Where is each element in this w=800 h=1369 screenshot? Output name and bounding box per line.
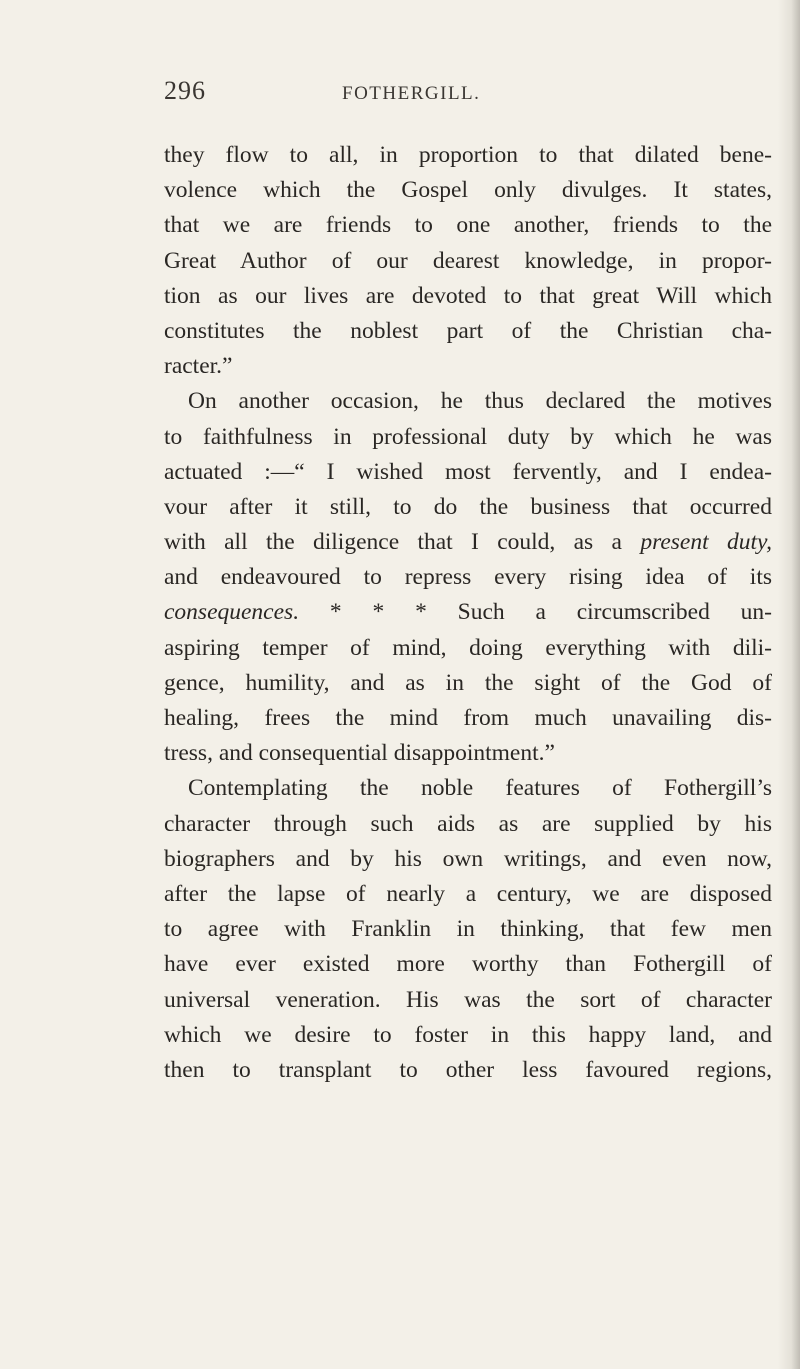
text-line: tress, and consequential disappointment.” bbox=[164, 740, 555, 767]
text-line: actuated :—“ I wished most fervently, and I endea- bbox=[164, 458, 772, 485]
text-line: Great Author of our dearest knowledge, in propor- bbox=[164, 247, 772, 274]
text-line bbox=[164, 595, 772, 630]
body-text bbox=[164, 138, 772, 1088]
running-head: FOTHERGILL. bbox=[342, 83, 481, 104]
text-line: gence, humility, and as in the sight of the God of bbox=[164, 669, 772, 696]
text-line: universal veneration. His was the sort of character bbox=[164, 986, 772, 1013]
italic-phrase: consequences. bbox=[164, 599, 300, 626]
text-line: biographers and by his own writings, and even now, bbox=[164, 845, 772, 872]
text-line: and endeavoured to repress every rising idea of its bbox=[164, 564, 772, 591]
text-line: On another occasion, he thus declared the motives bbox=[188, 388, 772, 415]
text-segment: * * * Such a circumscribed un- bbox=[329, 599, 772, 626]
text-line: racter.” bbox=[164, 353, 233, 380]
text-line: to agree with Franklin in thinking, that few men bbox=[164, 916, 772, 943]
text-line: to faithfulness in professional duty by which he was bbox=[164, 423, 772, 450]
text-line: Contemplating the noble features of Fothergill’s bbox=[188, 775, 772, 802]
text-line bbox=[164, 525, 772, 560]
text-line: vour after it still, to do the business that occurred bbox=[164, 493, 772, 520]
text-line: they flow to all, in proportion to that dilated bene- bbox=[164, 142, 772, 168]
text-segment: with all the diligence that I could, as a bbox=[164, 529, 622, 556]
italic-phrase: present duty, bbox=[640, 529, 772, 556]
text-line: aspiring temper of mind, doing everything with dili- bbox=[164, 634, 772, 661]
text-line: that we are friends to one another, friends to the bbox=[164, 212, 772, 239]
text-line: which we desire to foster in this happy land, and bbox=[164, 1021, 772, 1048]
text-line: constitutes the noblest part of the Christian cha- bbox=[164, 317, 772, 344]
text-line: tion as our lives are devoted to that great Will which bbox=[164, 282, 772, 309]
page-edge-shadow bbox=[778, 0, 800, 1369]
text-line: character through such aids as are supplied by his bbox=[164, 810, 772, 837]
text-line: then to transplant to other less favoured regions, bbox=[164, 1056, 772, 1083]
text-line: healing, frees the mind from much unavailing dis- bbox=[164, 705, 772, 731]
text-line: after the lapse of nearly a century, we are disposed bbox=[164, 880, 772, 907]
text-line: have ever existed more worthy than Fothergill of bbox=[164, 951, 772, 978]
page-number: 296 bbox=[164, 76, 206, 105]
text-line: volence which the Gospel only divulges. It states, bbox=[164, 177, 772, 204]
